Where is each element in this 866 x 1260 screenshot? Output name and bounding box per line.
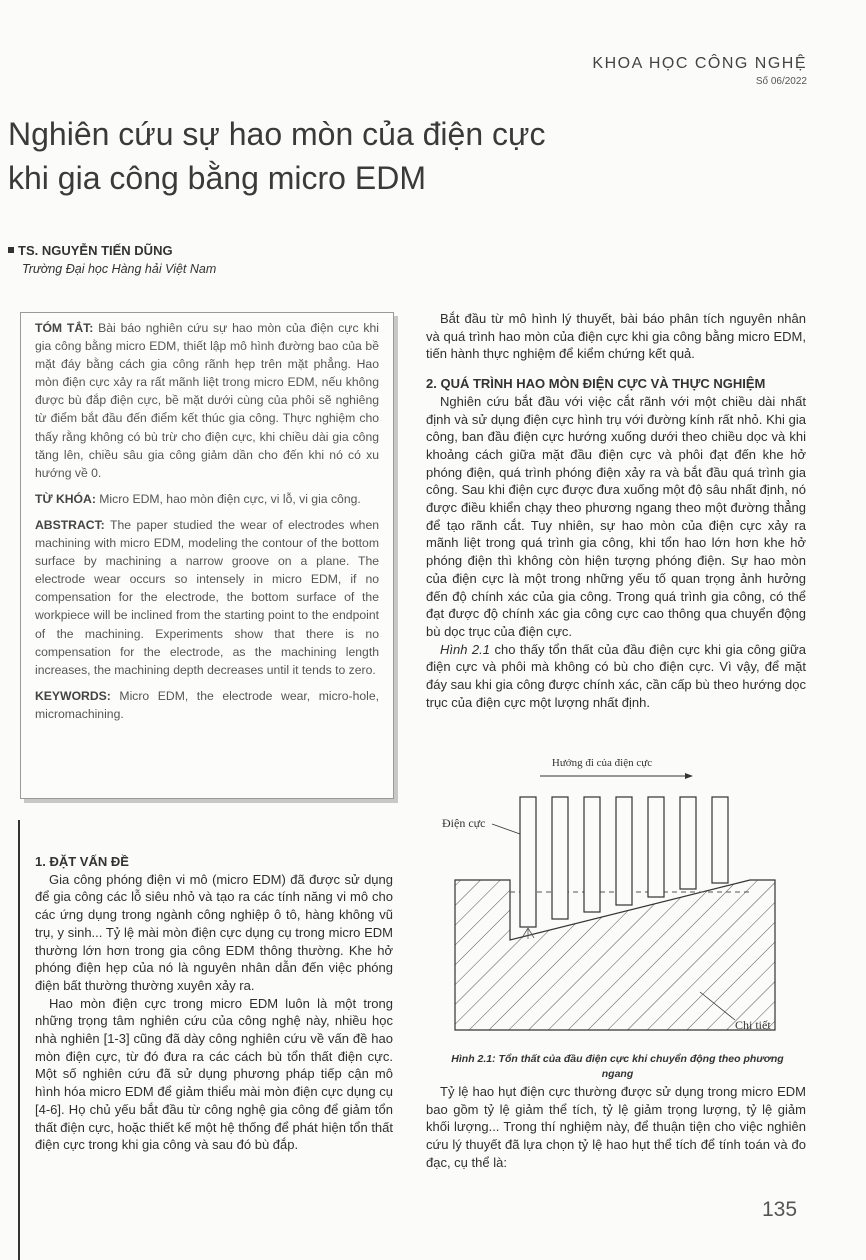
electrode-6 bbox=[680, 797, 696, 889]
section-1-heading: 1. ĐẶT VẤN ĐỀ bbox=[35, 854, 129, 869]
author-name: TS. NGUYỄN TIẾN DŨNG bbox=[8, 243, 173, 258]
page-number: 135 bbox=[762, 1198, 798, 1221]
section-name: KHOA HỌC CÔNG NGHỆ bbox=[592, 55, 807, 72]
section-2-paragraph-1: Nghiên cứu bắt đầu với việc cắt rãnh với một chiều dài nhất định và sử dụng điện cực hình trụ với đường kính rất nhỏ. Khi gia công, ban đầu điện cực hướng xuống dưới theo chiều dọc và khi khoảng cách giữa mặt đầu điện cực và phôi đạt đến khe hở phóng điện, quá trình phóng điện xảy ra và bắt đầu quá trình gia công. Sau khi điện cực được đưa xuống một độ sâu nhất định, nó được điều khiển chạy theo phương ngang theo một đường thẳng để tạo rãnh cắt. Tuy nhiên, sự hao mòn của điện cực xảy ra mãnh liệt trong quá trình gia công, khi tổn hao lớn hơn khe hở phóng điện thì không còn hiện tượng phóng điện. Sự hao mòn của điện cực là một trong những yếu tố quan trọng ảnh hưởng đến độ chính xác của gia công. Trong quá trình gia công, có thể đạt được độ chính xác gia công cực cao thông qua chuyển động bù dọc trục của điện cực. bbox=[426, 393, 806, 639]
author-affiliation: Trường Đại học Hàng hải Việt Nam bbox=[22, 262, 217, 276]
section-2-heading: 2. QUÁ TRÌNH HAO MÒN ĐIỆN CỰC VÀ THỰC NGHIỆM bbox=[426, 376, 766, 392]
issue-number: Số 06/2022 bbox=[755, 76, 807, 87]
right-column bbox=[426, 310, 806, 711]
electrode-7 bbox=[712, 797, 728, 883]
figure-caption: Hình 2.1: Tổn thất của đầu điện cực khi chuyển động theo phương ngang bbox=[451, 1053, 784, 1080]
bullet-square-icon bbox=[8, 247, 14, 253]
abstract-box bbox=[20, 312, 394, 799]
keywords-paragraph: KEYWORDS: Micro EDM, the electrode wear, micro-hole, micromachining. bbox=[35, 688, 379, 721]
electrode-5 bbox=[648, 797, 664, 897]
section-2-continued bbox=[426, 1083, 806, 1172]
tomtat-paragraph: TÓM TẮT: Bài báo nghiên cứu sự hao mòn của điện cực khi gia công bằng micro EDM, thiết lập mô hình đường bao của bề mặt đáy bằng cách gia công rãnh hẹp trên mặt phẳng. Hao mòn điện cực xảy ra rất mãnh liệt trong micro EDM, nếu không được bù đắp điện cực, bề mặt dưới cùng của phôi sẽ nghiêng từ điểm bắt đầu đến điểm kết thúc gia công. Thực nghiệm cho thấy rằng không có bù trừ cho điện cực, khi chiều dài gia công tăng lên, chiều sâu gia công giảm dần cho đến khi nó có xu hướng về 0. bbox=[35, 321, 379, 480]
electrode-1 bbox=[520, 797, 536, 927]
direction-label: Hướng đi của điện cực bbox=[551, 757, 653, 769]
electrode-2 bbox=[552, 797, 568, 919]
margin-rule bbox=[18, 820, 20, 1260]
abstract-paragraph: ABSTRACT: The paper studied the wear of electrodes when machining with micro EDM, modeling the contour of the bottom surface by machining a narrow groove on a plane. The electrode wear occurs so intensely in micro EDM, if no compensation for the electrode, the bottom surface of the workpiece will be inclined from the starting point to the endpoint of the machining. Experiments show that there is no compensation for the electrode, as the machining length increases, the machining depth decreases until it tends to zero. bbox=[35, 517, 379, 677]
electrode-3 bbox=[584, 797, 600, 912]
figure-2-1 bbox=[430, 752, 805, 1047]
title-line-1: Nghiên cứu sự hao mòn của điện cực bbox=[8, 116, 546, 152]
workpiece bbox=[455, 880, 775, 1030]
tukhoa-paragraph: TỪ KHÓA: Micro EDM, hao mòn điện cực, vi lỗ, vi gia công. bbox=[35, 491, 361, 506]
journal-section-header bbox=[560, 55, 807, 87]
section-2-paragraph-2: Hình 2.1 cho thấy tổn thất của đầu điện cực khi gia công giữa điện cực và phôi mà không có bù cho điện cực. Vì vậy, để mặt đáy sau khi gia công được chính xác, cần cấp bù theo hướng dọc trục của điện cực một lượng nhất định. bbox=[426, 641, 806, 710]
section-1-paragraph-2: Hao mòn điện cực trong micro EDM luôn là một trong những trọng tâm nghiên cứu của công nghệ này, nhiều học nhà nghiên [1-3] cũng đã dày công nghiên cứu về vấn đề hao mòn điện cực, từ đó đưa ra các cách bù tổn thất điện cực. Một số nghiên cứu đã sử dụng phương pháp tiếp cận mô hình hóa micro EDM để giảm thiểu mài mòn điện cực dụng cụ [4-6]. Họ chủ yếu bắt đầu từ công nghệ gia công để giảm tổn thất điện cực, hoặc thiết kế một hệ thống để phát hiện tổn thất điện cực trong khi gia công và sau đó bù đắp. bbox=[35, 995, 393, 1153]
section-1-paragraph-1: Gia công phóng điện vi mô (micro EDM) đã được sử dụng để gia công các lỗ siêu nhỏ và tạo ra các tính năng vi mô cho các ứng dụng trong ngành công nghiệp ô tô, hàng không vũ trụ, y sinh... Tỷ lệ mài mòn điện cực dụng cụ trong micro EDM thường lớn hơn trong gia công EDM thông thường. Khe hở phóng điện hẹp của nó là nguyên nhân dẫn đến việc phóng điện bất thường thường xuyên xảy ra. bbox=[35, 871, 393, 993]
article-title bbox=[8, 112, 648, 200]
section-2-paragraph-3: Tỷ lệ hao hụt điện cực thường được sử dụng trong micro EDM bao gồm tỷ lệ giảm thể tích, tỷ lệ giảm trọng lượng, tỷ lệ giảm khối lượng... Trong thí nghiệm này, để thuận tiện cho việc nghiên cứu lý thuyết đã lựa chọn tỷ lệ hao hụt thể tích để tính toán và đo đạc, cụ thể là: bbox=[426, 1084, 806, 1170]
intro-paragraph: Bắt đầu từ mô hình lý thuyết, bài báo phân tích nguyên nhân và quá trình hao mòn của điện cực khi gia công bằng micro EDM, tiến hành thực nghiệm để kiểm chứng kết quả. bbox=[426, 311, 806, 362]
electrode-4 bbox=[616, 797, 632, 905]
title-line-2: khi gia công bằng micro EDM bbox=[8, 160, 426, 196]
workpiece-label: Chi tiết bbox=[735, 1018, 771, 1032]
arrow-head-icon bbox=[685, 773, 693, 779]
section-1 bbox=[35, 853, 393, 1154]
electrode-leader bbox=[492, 824, 520, 834]
electrode-label: Điện cực bbox=[442, 816, 486, 830]
